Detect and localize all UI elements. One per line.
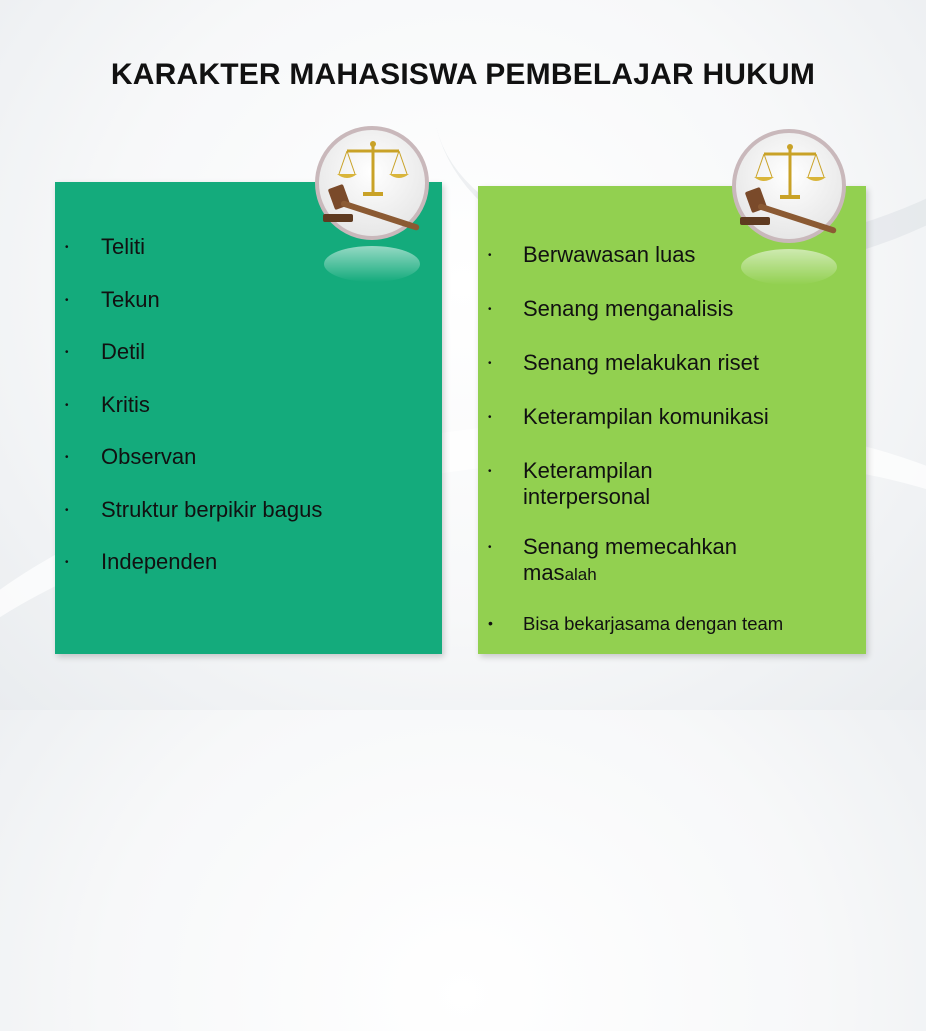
list-item: • Berwawasan luas: [488, 242, 696, 267]
bullet-icon: •: [488, 304, 492, 315]
bullet-icon: •: [65, 557, 69, 568]
gavel-and-scales-icon: [313, 124, 431, 284]
bullet-icon: •: [65, 294, 69, 306]
list-item: • Senang menganalisis: [488, 296, 734, 321]
gavel-and-scales-icon: [730, 127, 848, 287]
list-item: • Observan: [65, 444, 197, 469]
bullet-icon: •: [65, 347, 69, 358]
bullet-icon: •: [65, 504, 69, 516]
list-item: • Detil: [65, 339, 146, 364]
left-list: [65, 234, 322, 602]
bullet-icon: •: [488, 250, 492, 261]
list-item: • Tekun: [65, 286, 160, 312]
bullet-icon: •: [65, 399, 69, 411]
list-item: • Keterampilan interpersonal: [488, 458, 653, 509]
bullet-icon: •: [488, 466, 492, 477]
bullet-icon: •: [488, 542, 492, 553]
list-item: • Senang memecahkan masalah: [488, 534, 738, 585]
bullet-icon: •: [488, 358, 492, 369]
bullet-icon: •: [488, 615, 493, 631]
right-list: [488, 242, 858, 636]
page-title: KARAKTER MAHASISWA PEMBELAJAR HUKUM: [110, 58, 816, 91]
bullet-icon: •: [488, 412, 492, 423]
list-item: • Bisa bekarjasama dengan team: [488, 613, 784, 634]
bullet-icon: •: [65, 242, 69, 253]
list-item: • Senang melakukan riset: [488, 350, 760, 375]
list-item: • Struktur berpikir bagus: [65, 496, 323, 522]
list-item: • Kritis: [65, 391, 150, 417]
list-item: • Independen: [65, 549, 218, 574]
list-item: • Teliti: [65, 234, 146, 259]
bullet-icon: •: [65, 452, 69, 463]
list-item: • Keterampilan komunikasi: [488, 404, 769, 429]
